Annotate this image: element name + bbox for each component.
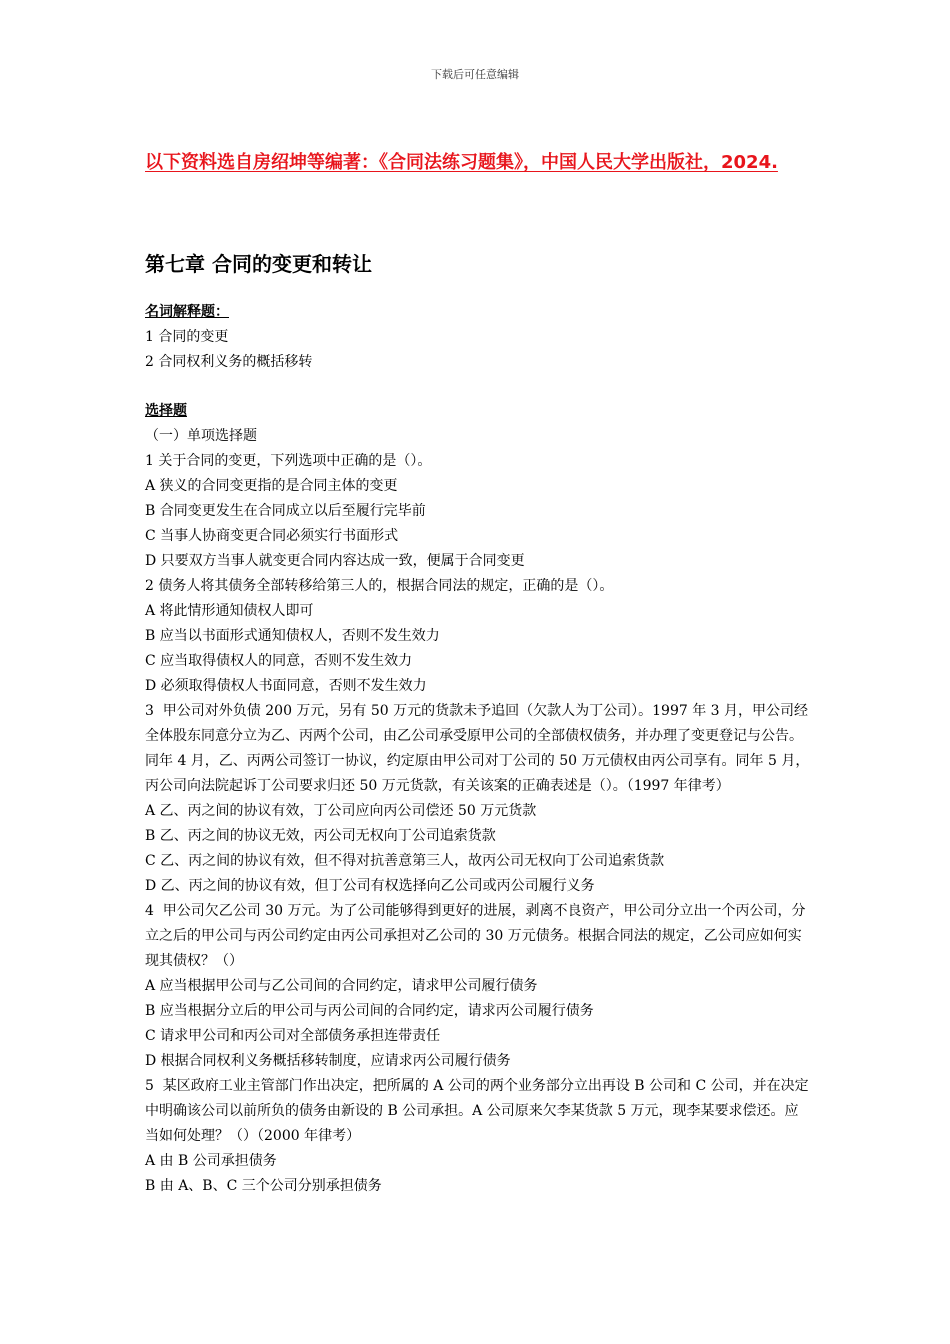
choice-subheading: （一）单项选择题 [145, 428, 257, 444]
question-line: 2 债务人将其债务全部转移给第三人的，根据合同法的规定，正确的是（）。 [145, 578, 614, 594]
page-header: 下载后可任意编辑 [431, 68, 519, 81]
question-line: D 乙、丙之间的协议有效，但丁公司有权选择向乙公司或丙公司履行义务 [145, 878, 595, 894]
question-line: A 将此情形通知债权人即可 [145, 603, 314, 619]
chapter-title: 第七章 合同的变更和转让 [145, 252, 372, 276]
question-line: B 应当根据分立后的甲公司与丙公司间的合同约定，请求丙公司履行债务 [145, 1003, 594, 1019]
question-line: A 狭义的合同变更指的是合同主体的变更 [145, 478, 398, 494]
question-line: B 应当以书面形式通知债权人，否则不发生效力 [145, 628, 440, 644]
question-line: A 由 B 公司承担债务 [145, 1153, 277, 1169]
question-line: D 根据合同权利义务概括移转制度，应请求丙公司履行债务 [145, 1053, 511, 1069]
question-line: 4 甲公司欠乙公司 30 万元。为了公司能够得到更好的进展，剥离不良资产，甲公司分立出一个丙公司，分立之后的甲公司与丙公司约定由丙公司承担对乙公司的 30 万元债务。根据合同法的规定，乙公司应如何实现其债权？（） [145, 903, 806, 969]
choice-heading: 选择题 [145, 403, 187, 419]
question-line: C 乙、丙之间的协议有效，但不得对抗善意第三人，故丙公司无权向丁公司追索货款 [145, 853, 665, 869]
question-line: B 合同变更发生在合同成立以后至履行完毕前 [145, 503, 426, 519]
term-item: 2 合同权利义务的概括移转 [145, 354, 313, 370]
question-line: C 请求甲公司和丙公司对全部债务承担连带责任 [145, 1028, 441, 1044]
question-line: D 只要双方当事人就变更合同内容达成一致，便属于合同变更 [145, 553, 525, 569]
question-line: 1 关于合同的变更，下列选项中正确的是（）。 [145, 453, 432, 469]
source-citation: 以下资料选自房绍坤等编著：《合同法练习题集》，中国人民大学出版社，2024. [145, 152, 778, 173]
question-line: D 必须取得债权人书面同意，否则不发生效力 [145, 678, 427, 694]
question-line: B 乙、丙之间的协议无效，丙公司无权向丁公司追索货款 [145, 828, 496, 844]
question-line: A 应当根据甲公司与乙公司间的合同约定，请求甲公司履行债务 [145, 978, 538, 994]
choice-questions [145, 449, 810, 1199]
question-line: B 由 A、B、C 三个公司分别承担债务 [145, 1178, 382, 1194]
term-item: 1 合同的变更 [145, 329, 229, 345]
question-line: C 应当取得债权人的同意，否则不发生效力 [145, 653, 413, 669]
question-line: C 当事人协商变更合同必须实行书面形式 [145, 528, 399, 544]
question-line: A 乙、丙之间的协议有效，丁公司应向丙公司偿还 50 万元货款 [145, 803, 537, 819]
question-line: 5 某区政府工业主管部门作出决定，把所属的 A 公司的两个业务部分立出再设 B 公司和 C 公司，并在决定中明确该公司以前所负的债务由新设的 B 公司承担。A 公司原来欠李某货款 5 万元，现李某要求偿还。应当如何处理？（）（2000 年律考） [145, 1078, 809, 1144]
document-body [145, 300, 810, 1199]
terms-heading: 名词解释题： [145, 304, 229, 320]
question-line: 3 甲公司对外负债 200 万元，另有 50 万元的货款未予追回（欠款人为丁公司）。1997 年 3 月，甲公司经全体股东同意分立为乙、丙两个公司，由乙公司承受原甲公司的全部债权债务，并办理了变更登记与公告。同年 4 月，乙、丙两公司签订一协议，约定原由甲公司对丁公司的 50 万元债权由丙公司享有。同年 5 月，丙公司向法院起诉丁公司要求归还 50 万元货款，有关该案的正确表述是（）。（1997 年律考） [145, 703, 810, 794]
